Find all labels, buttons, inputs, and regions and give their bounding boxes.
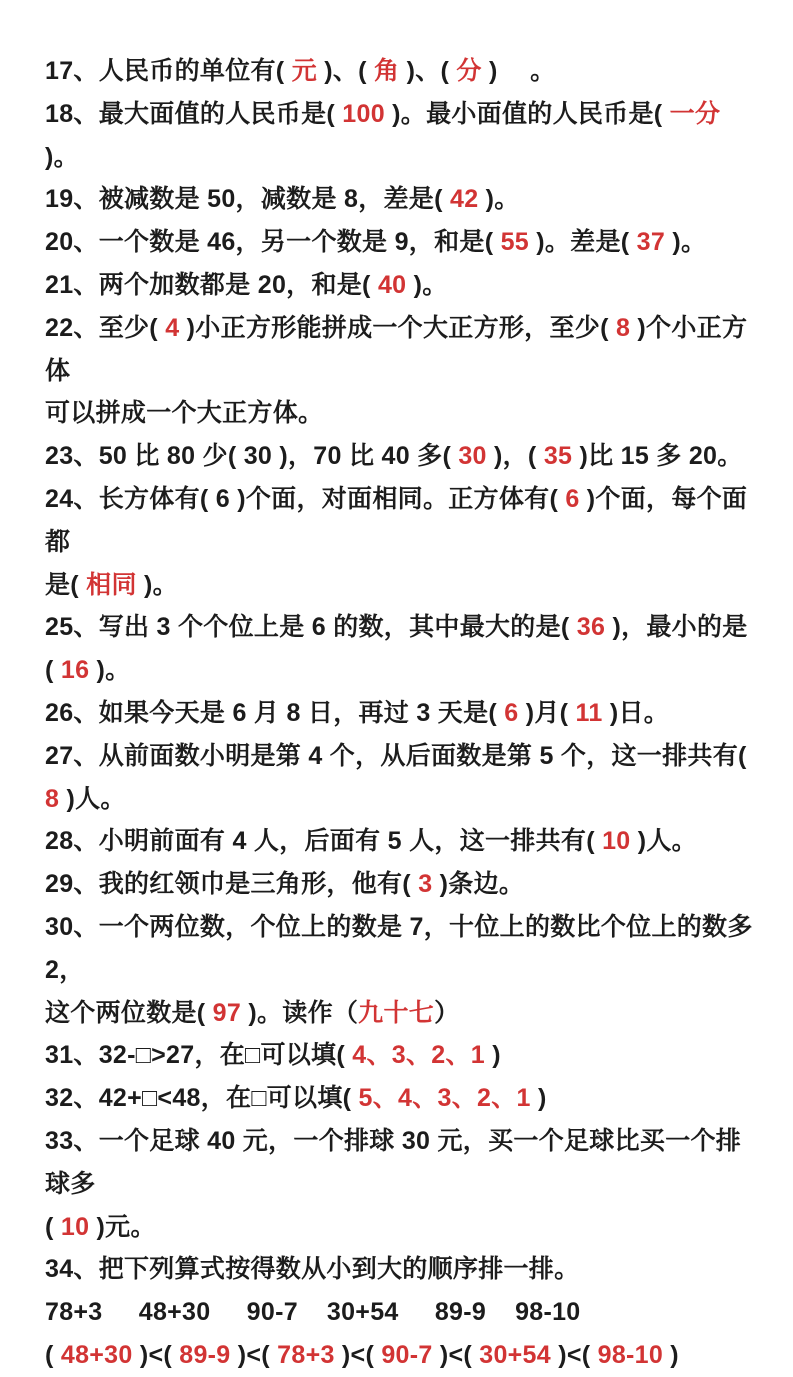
answer-text: 6: [504, 698, 519, 727]
question-text: ): [530, 1084, 547, 1113]
answer-text: 九十七: [358, 998, 435, 1027]
question-text: )小正方形能拼成一个大正方形，至少(: [179, 313, 616, 342]
question-text: )。: [45, 99, 728, 171]
worksheet-line: [45, 1206, 755, 1249]
question-text: )月(: [518, 698, 576, 727]
worksheet-line: [45, 863, 755, 906]
question-text: 21、两个加数都是 20，和是(: [45, 270, 378, 299]
question-text: )。: [478, 185, 520, 214]
worksheet-line: [45, 1248, 755, 1291]
answer-text: 78+3: [277, 1340, 335, 1369]
question-text: )。: [406, 270, 448, 299]
question-text: 27、从前面数小明是第 4 个，从后面数是第 5 个，这一排共有(: [45, 741, 754, 770]
worksheet-line: [45, 50, 755, 93]
question-list: [45, 50, 760, 1377]
question-text: 32、42+□<48，在□可以填(: [45, 1084, 359, 1113]
answer-text: 40: [377, 270, 407, 299]
answer-text: 97: [212, 998, 242, 1027]
question-text: 是(: [45, 570, 87, 599]
worksheet-line: [45, 820, 755, 863]
question-text: ) 。: [481, 57, 556, 85]
worksheet-line: [45, 1334, 755, 1377]
worksheet-line: [45, 178, 755, 221]
answer-text: 3: [418, 870, 433, 899]
worksheet-line: [45, 264, 755, 307]
question-text: 33、一个足球 40 元，一个排球 30 元，买一个足球比买一个排球多: [45, 1126, 742, 1198]
worksheet-line: [45, 906, 760, 992]
question-text: )、(: [399, 57, 457, 85]
answer-text: 6: [565, 484, 580, 513]
question-text: )。读作（: [241, 998, 359, 1027]
answer-text: 35: [543, 442, 573, 471]
answer-text: 89-9: [179, 1340, 231, 1369]
worksheet-line: [45, 735, 755, 821]
answer-text: 元: [291, 57, 317, 85]
question-text: )。差是(: [529, 228, 637, 257]
worksheet-line: [45, 478, 755, 564]
question-text: ): [663, 1340, 679, 1369]
question-text: 24、长方体有( 6 )个面，对面相同。正方体有(: [45, 484, 566, 513]
answer-text: 4、3、2、1: [352, 1041, 485, 1070]
answer-text: 100: [342, 99, 385, 128]
question-text: 20、一个数是 46，另一个数是 9，和是(: [45, 228, 501, 257]
question-text: )<(: [432, 1340, 480, 1369]
question-text: 19、被减数是 50，减数是 8，差是(: [45, 185, 450, 214]
question-text: )，最小的是(: [45, 613, 748, 685]
question-text: 29、我的红领巾是三角形，他有(: [45, 870, 419, 899]
answer-text: 42: [449, 185, 479, 214]
question-text: )人。: [630, 827, 697, 856]
answer-text: 10: [60, 1212, 90, 1241]
worksheet-line: [45, 606, 755, 692]
question-text: )。: [89, 656, 131, 685]
question-text: )。最小面值的人民币是(: [384, 99, 670, 128]
answer-text: 16: [60, 656, 90, 685]
question-text: )<(: [550, 1340, 598, 1369]
question-text: )<(: [334, 1340, 382, 1369]
question-text: )个面，每个面都: [45, 484, 748, 556]
question-text: ）: [434, 998, 460, 1027]
question-text: 26、如果今天是 6 月 8 日，再过 3 天是(: [45, 698, 505, 727]
question-text: 31、32-□>27，在□可以填(: [45, 1041, 353, 1070]
question-text: (: [45, 1212, 61, 1241]
question-text: 18、最大面值的人民币是(: [45, 99, 343, 128]
worksheet-line: [45, 1291, 755, 1334]
question-text: 28、小明前面有 4 人，后面有 5 人，这一排共有(: [45, 827, 603, 856]
question-text: )<(: [230, 1340, 278, 1369]
answer-text: 55: [500, 228, 530, 257]
question-text: 23、50 比 80 少( 30 )，70 比 40 多(: [45, 442, 459, 471]
worksheet-line: [45, 435, 755, 478]
worksheet-line: [45, 307, 755, 393]
answer-text: 30+54: [479, 1340, 551, 1369]
answer-text: 48+30: [60, 1340, 133, 1369]
question-text: 22、至少(: [45, 313, 166, 342]
question-text: 17、人民币的单位有(: [45, 57, 292, 85]
answer-text: 相同: [86, 570, 137, 599]
worksheet-line: [45, 992, 755, 1035]
question-text: )<(: [132, 1340, 180, 1369]
worksheet-line: [45, 692, 755, 735]
answer-text: 11: [575, 698, 603, 727]
question-text: 78+3 48+30 90-7 30+54 89-9 98-10: [45, 1298, 581, 1327]
worksheet-line: [45, 392, 755, 435]
answer-text: 角: [374, 57, 400, 85]
question-text: 34、把下列算式按得数从小到大的顺序排一排。: [45, 1255, 580, 1284]
answer-text: 一分: [669, 99, 721, 128]
answer-text: 8: [45, 784, 60, 813]
question-text: )，(: [486, 442, 544, 471]
question-text: 30、一个两位数，个位上的数是 7，十位上的数比个位上的数多 2，: [45, 912, 760, 984]
answer-text: 5、4、3、2、1: [358, 1084, 531, 1113]
question-text: 这个两位数是(: [45, 998, 213, 1027]
answer-text: 98-10: [597, 1340, 664, 1369]
answer-text: 10: [602, 827, 631, 856]
question-text: )人。: [59, 784, 126, 813]
answer-text: 36: [576, 613, 606, 642]
worksheet-line: [45, 93, 755, 179]
question-text: ): [484, 1041, 501, 1070]
answer-text: 8: [615, 313, 631, 342]
question-text: )个小正方体: [45, 313, 748, 385]
answer-text: 4: [165, 313, 180, 342]
answer-text: 30: [458, 442, 487, 471]
question-text: (: [45, 1340, 61, 1369]
worksheet-line: [45, 221, 755, 264]
answer-text: 分: [456, 57, 482, 85]
worksheet-line: [45, 1034, 755, 1077]
question-text: 25、写出 3 个个位上是 6 的数，其中最大的是(: [45, 613, 577, 642]
question-text: )、(: [317, 57, 375, 85]
worksheet-line: [45, 1120, 755, 1206]
question-text: 可以拼成一个大正方体。: [45, 399, 324, 428]
worksheet-line: [45, 564, 755, 607]
question-text: )日。: [602, 698, 670, 727]
question-text: )比 15 多 20。: [572, 442, 743, 471]
answer-text: 90-7: [381, 1340, 433, 1369]
question-text: )元。: [89, 1212, 156, 1241]
question-text: )。: [665, 228, 707, 257]
question-text: )条边。: [432, 870, 525, 899]
question-text: )。: [136, 570, 178, 599]
worksheet-line: [45, 1077, 755, 1120]
answer-text: 37: [636, 228, 666, 257]
